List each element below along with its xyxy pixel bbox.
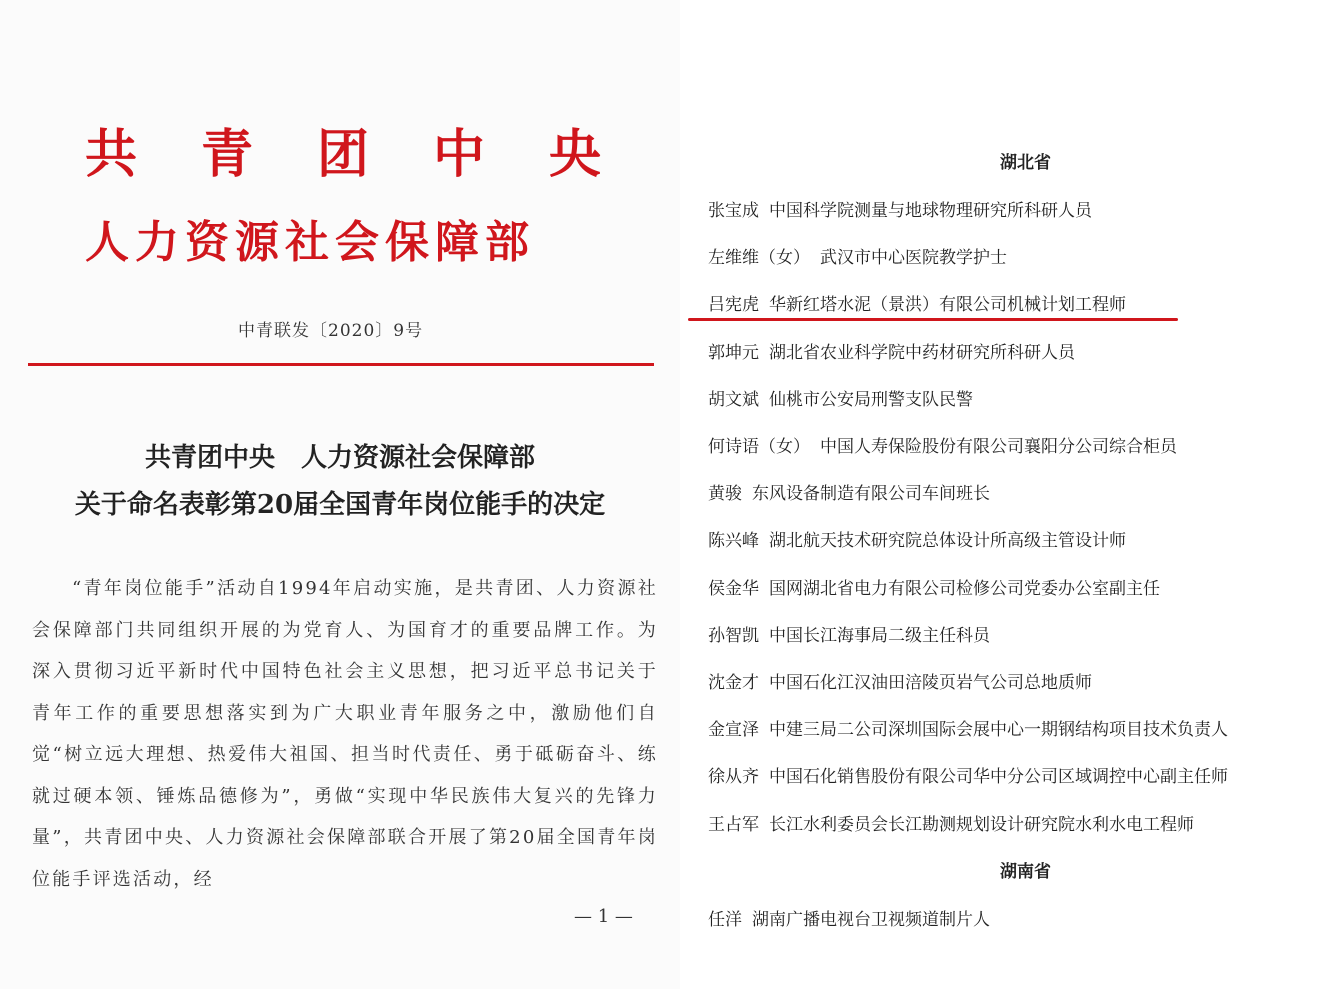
awardee-position: 国网湖北省电力有限公司检修公司党委办公室副主任 [769,579,1160,599]
awardee-name: 沈金才 [708,673,759,693]
awardee-position: 东风设备制造有限公司车间班长 [752,484,990,504]
awardee-position: 中国人寿保险股份有限公司襄阳分公司综合柜员 [820,437,1177,457]
list-item [708,668,1092,693]
document-title-line-2: 关于命名表彰第20届全国青年岗位能手的决定 [74,490,606,520]
list-item [708,385,973,410]
awardee-name: 张宝成 [708,201,759,221]
awardee-name: 金宣泽 [708,720,759,740]
list-item [708,338,1075,363]
awardee-position: 湖北航天技术研究院总体设计所高级主管设计师 [769,531,1126,551]
list-item [708,810,1194,835]
list-item [708,574,1160,599]
awardee-name: 徐从齐 [708,767,759,787]
document-number: 中青联发〔2020〕9号 [238,321,424,341]
issuer-line-2: 人力资源社会保障部 [85,217,535,268]
body-paragraph [32,568,658,900]
awardee-name: 胡文斌 [708,390,759,410]
awardee-name: 何诗语（女） [708,437,810,457]
list-item [708,196,1092,221]
awardee-position: 中国石化江汉油田涪陵页岩气公司总地质师 [769,673,1092,693]
awardee-position: 中建三局二公司深圳国际会展中心一期钢结构项目技术负责人 [769,720,1228,740]
awardee-name: 陈兴峰 [708,531,759,551]
list-item [708,621,990,646]
list-item [708,290,1126,315]
awardee-name: 黄骏 [708,484,742,504]
awardee-name: 左维维（女） [708,248,810,268]
awardee-position: 中国长江海事局二级主任科员 [769,626,990,646]
highlight-underline [688,318,1178,321]
list-item [708,762,1228,787]
list-item [708,526,1126,551]
awardee-name: 王占军 [708,815,759,835]
awardee-position: 中国科学院测量与地球物理研究所科研人员 [769,201,1092,221]
awardee-position: 武汉市中心医院教学护士 [820,248,1007,268]
list-item [708,432,1177,457]
awardee-name: 侯金华 [708,579,759,599]
awardee-name: 孙智凯 [708,626,759,646]
page-number: — 1 — [574,906,633,927]
awardee-position: 长江水利委员会长江勘测规划设计研究院水利水电工程师 [769,815,1194,835]
awardee-position: 湖北省农业科学院中药材研究所科研人员 [769,343,1075,363]
awardee-position: 中国石化销售股份有限公司华中分公司区域调控中心副主任师 [769,767,1228,787]
document-title-line-1: 共青团中央 人力资源社会保障部 [144,443,535,473]
list-item [708,479,990,504]
list-item [708,243,1007,268]
awardee-position: 仙桃市公安局刑警支队民警 [769,390,973,410]
document-page-right [680,0,1320,989]
awardee-name: 郭坤元 [708,343,759,363]
province-heading-hunan: 湖南省 [1000,862,1051,882]
awardee-name: 任洋 [708,910,742,930]
awardee-position: 湖南广播电视台卫视频道制片人 [752,910,990,930]
issuer-line-1: 共青团中央 [85,124,666,185]
list-item [708,715,1228,740]
awardee-position: 华新红塔水泥（景洪）有限公司机械计划工程师 [769,295,1126,315]
red-divider [28,363,654,366]
awardee-name: 吕宪虎 [708,295,759,315]
list-item [708,905,990,930]
province-heading-hubei: 湖北省 [1000,153,1051,173]
body-text: “青年岗位能手”活动自1994年启动实施，是共青团、人力资源社会保障部门共同组织开展的为党育人、为国育才的重要品牌工作。为深入贯彻习近平新时代中国特色社会主义思想，把习近平总书记关于青年工作的重要思想落实到为广大职业青年服务之中，激励他们自觉“树立远大理想、热爱伟大祖国、担当时代责任、勇于砥砺奋斗、练就过硬本领、锤炼品德修为”，勇做“实现中华民族伟大复兴的先锋力量”，共青团中央、人力资源社会保障部联合开展了第20届全国青年岗位能手评选活动，经 [32,578,658,890]
